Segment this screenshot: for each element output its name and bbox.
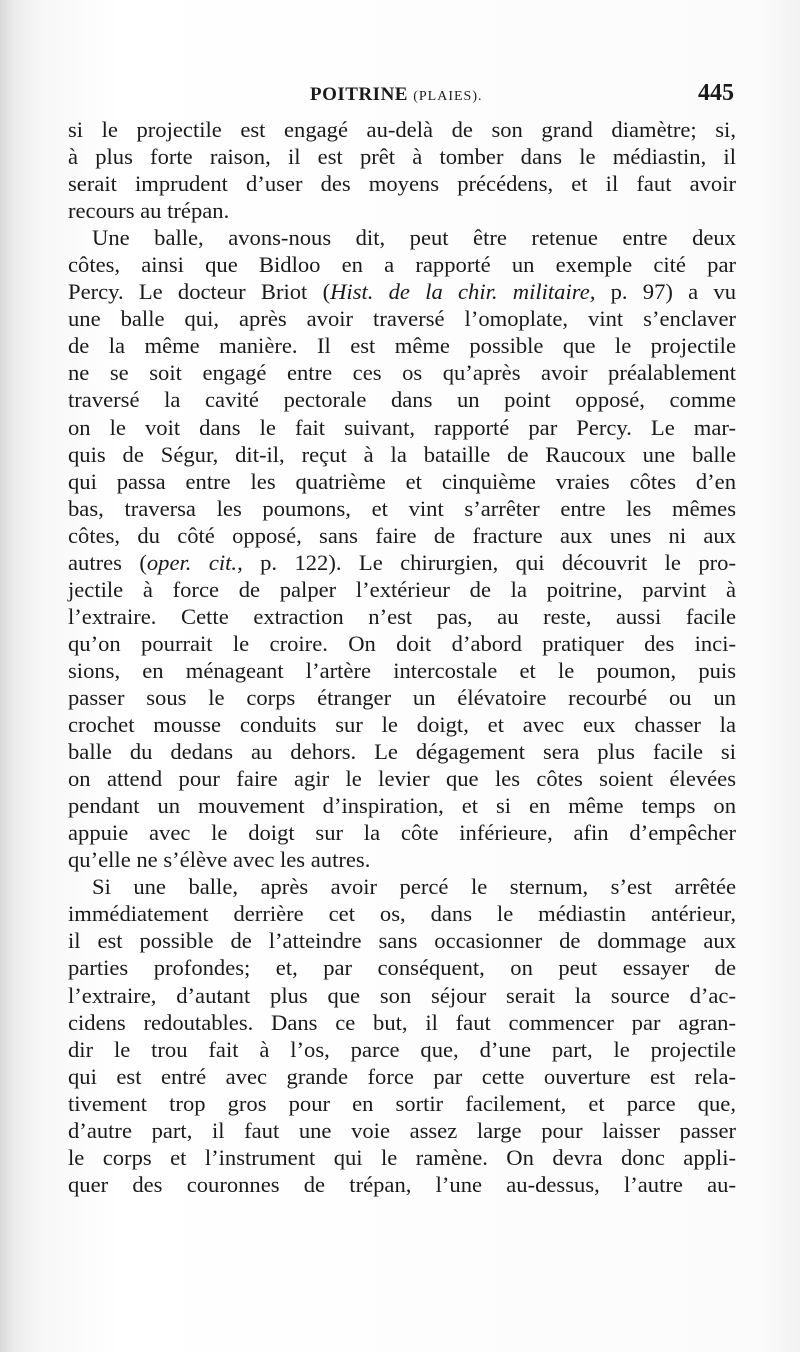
text-line: qui est entré avec grande force par cette ouverture est rela- (68, 1063, 736, 1089)
text-line: cidens redoutables. Dans ce but, il faut commencer par agran- (68, 1009, 736, 1035)
text-line: on le voit dans le fait suivant, rapporté par Percy. Le mar- (68, 414, 736, 440)
text-line: jectile à force de palper l’extérieur de la poitrine, parvint à (68, 576, 736, 602)
text-line: appuie avec le doigt sur la côte inférieure, afin d’empêcher (68, 820, 736, 846)
text-line: côtes, du côté opposé, sans faire de fracture aux unes ni aux (68, 522, 736, 548)
text-line: de la même manière. Il est même possible que le projectile (68, 333, 736, 359)
text-line: pendant un mouvement d’inspiration, et si en même temps on (68, 793, 736, 819)
text-line: une balle qui, après avoir traversé l’omoplate, vint s’enclaver (68, 306, 736, 332)
text-line: le corps et l’instrument qui le ramène. On devra donc appli- (68, 1144, 736, 1170)
text-line: il est possible de l’atteindre sans occasionner de dommage aux (68, 928, 736, 954)
text-line: serait imprudent d’user des moyens précédens, et il faut avoir (68, 171, 736, 197)
text-line: côtes, ainsi que Bidloo en a rapporté un exemple cité par (68, 252, 736, 278)
text-line: si le projectile est engagé au-delà de son grand diamètre; si, (68, 117, 736, 142)
running-subtitle: (PLAIES). (413, 89, 483, 104)
citation-italic: Hist. de la chir. militaire, (330, 279, 596, 305)
page-number: 445 (698, 80, 734, 106)
text-line: dir le trou fait à l’os, parce que, d’une part, le projectile (68, 1036, 736, 1062)
text-line: sions, en ménageant l’artère intercostale et le poumon, puis (68, 657, 736, 683)
text-line: l’extraire, d’autant plus que son séjour serait la source d’ac- (68, 982, 736, 1008)
text-line: parties profondes; et, par conséquent, on peut essayer de (68, 955, 736, 981)
text-line: d’autre part, il faut une voie assez large pour laisser passer (68, 1117, 736, 1143)
text-line: à plus forte raison, il est prêt à tomber dans le médiastin, il (68, 144, 736, 170)
paragraph-start-line: Une balle, avons-nous dit, peut être retenue entre deux (92, 225, 736, 251)
text-line: crochet mousse conduits sur le doigt, et avec eux chasser la (68, 712, 736, 738)
text-line: balle du dedans au dehors. Le dégagement sera plus facile si (68, 739, 736, 765)
text-line-citation: autres (oper. cit., p. 122). Le chirurgien, qui découvrit le pro- (68, 549, 736, 575)
text-line-citation: Percy. Le docteur Briot (Hist. de la chir. militaire, p. 97) a vu (68, 279, 736, 305)
paragraph-end-line: recours au trépan. (68, 198, 230, 224)
paragraph-end-line: qu’elle ne s’élève avec les autres. (68, 847, 371, 873)
text-line: passer sous le corps étranger un élévatoire recourbé ou un (68, 684, 736, 710)
text-line: qu’on pourrait le croire. On doit d’abord pratiquer des inci- (68, 630, 736, 656)
text-line: quis de Ségur, dit-il, reçut à la bataille de Raucoux une balle (68, 441, 736, 467)
text-line: qui passa entre les quatrième et cinquième vraies côtes d’en (68, 468, 736, 494)
citation-italic: oper. cit., (146, 549, 243, 575)
text-line: bas, traversa les poumons, et vint s’arrêter entre les mêmes (68, 495, 736, 521)
text-line: ne se soit engagé entre ces os qu’après avoir préalablement (68, 360, 736, 386)
running-head (0, 80, 800, 110)
body-text (68, 116, 736, 1198)
text-line: on attend pour faire agir le levier que les côtes soient élevées (68, 766, 736, 792)
paragraph-start-line: Si une balle, après avoir percé le sternum, s’est arrêtée (92, 874, 736, 900)
text-line: tivement trop gros pour en sortir facilement, et parce que, (68, 1090, 736, 1116)
text-line: traversé la cavité pectorale dans un point opposé, comme (68, 387, 736, 413)
text-line: l’extraire. Cette extraction n’est pas, au reste, aussi facile (68, 603, 736, 629)
text-line: quer des couronnes de trépan, l’une au-dessus, l’autre au- (68, 1171, 736, 1197)
text-line: immédiatement derrière cet os, dans le médiastin antérieur, (68, 901, 736, 927)
running-title: POITRINE (PLAIES). (310, 84, 483, 105)
